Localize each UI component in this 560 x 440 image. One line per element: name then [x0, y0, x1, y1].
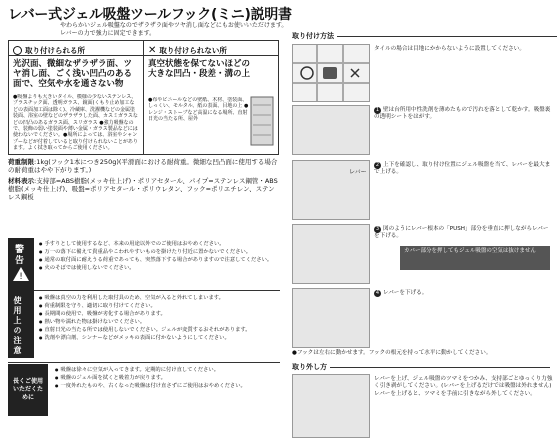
remove-heading: 取り外し方 [292, 362, 550, 372]
tile-illustration [292, 44, 370, 102]
list-item: ● 火のそばでは使用しないでください。 [46, 264, 276, 272]
list-item: ● 洗剤や漂白剤、シンナーなどがメッキの表面に付かないようにしてください。 [46, 334, 276, 342]
step-2-illustration [292, 160, 370, 220]
ng-notes: ●布やビニールなどの壁紙、木材、塗装面、しっくい、モルタル、紙の表面、目地の上 ●レンジ・ストーブなど高温になる場所、直射日光の当たる所、屋外 [148, 97, 249, 123]
step-2-text: 2 上下を確認し、取り付け位置にジェル吸盤を当て、レバーを最大まで上げる。 [374, 162, 551, 176]
lever-label: レバー [349, 169, 367, 176]
attach-box [8, 40, 279, 155]
cross-icon: ✕ [148, 44, 157, 56]
warning-triangle-icon [12, 266, 30, 282]
list-item: ● 手すりとして使用するなど、本来の用途以外でのご使用はおやめください。 [46, 240, 276, 248]
step-1-illustration [292, 105, 370, 155]
list-item: ● 吸盤は徐々に空気が入ってきます。定期的に付け直してください。 [62, 366, 276, 374]
circle-icon [13, 46, 22, 55]
long-use-list [54, 366, 276, 390]
step-3-illustration [292, 224, 370, 284]
install-note: タイルの場合は目地にかからないように設置してください。 [374, 46, 525, 52]
page-title: レバー式ジェル吸盤ツールフック(ミニ)説明書 [8, 7, 292, 23]
step-4-text: 4 レバーを下げる。 [375, 290, 428, 296]
list-item: ● 通常の取付面に耐えうる荷重であっても、突然落下する場合がありますので注意してください。 [46, 256, 276, 264]
warning-block [8, 238, 280, 438]
caution-label: 使用上の注意 [13, 296, 22, 356]
svg-text:!: ! [19, 272, 23, 282]
ok-heading: 取り付けられる所 [13, 45, 85, 56]
spec-load: 荷重制限:1kg(フック1本につき250g)(平滑面における耐荷重。微細な凹凸面に使用する場合の耐荷重はやや下がります。) [8, 158, 278, 174]
caution-list [38, 294, 276, 342]
page-subtitle: やわらかいジェル吸盤なのでザラザラ面やツヤ消し面などにもお使いいただけます。レバーの力で強力に固定できます。 [60, 22, 288, 37]
list-item: ● 吸盤は真空の力を利用した取付具のため、空気が入ると外れてしまいます。 [46, 294, 276, 302]
spec-material: 材料表示:支持部=ABS樹脂(メッキ仕上げ)・ポリアセタール、パイプ=ステンレス鋼管・ABS樹脂(メッキ仕上げ)、吸盤=ポリアセタール・ポリウレタン、フック=ポリエチレン、ステンレス鋼板 [8, 177, 278, 201]
warning-sidebar [8, 238, 34, 358]
list-item: ● 直射日光の当たる所では使用しないでください。ジェルが変質するおそれがあります。 [46, 326, 276, 334]
ng-heading: ✕ 取り付けられない所 [148, 44, 227, 56]
step-3-text: 3 図のようにレバー根本の「PUSH」部分を垂直に押しながらレバーを下げる。 [374, 226, 549, 240]
list-item: ● 熱い物や濡れた物は掛けないでください。 [46, 318, 276, 326]
step-4-illustration [292, 288, 370, 348]
hook-note: ●フックは左右に動かせます。フックの根元を持って水平に動かしてください。 [292, 350, 492, 356]
callout-box: カバー部分を押してもジェル吸盤の空気は抜けません [400, 246, 550, 270]
ok-notes: ●吸盤よりも大きいタイル、模様の少ないステンレス、プラスチック面、透明ガラス、鏡面(くもり止め加工などの表面加工面は除く)、冷蔵庫、洗濯機などの金属塗装面、浴室の壁などのザラザラした面、カスミガラスなどの凹凸のあるガラス面、スリガラス ●強力吸盤なので、装飾の弱い塗装面や薄い金属・ガラス製品などには使わないでください。●場所によっては、浴室やシャンプーなどが付着していると取り付けられないことがあります。よく拭き取ってからご使用ください。 [13, 94, 138, 152]
list-item: ● 一度外れたものや、古くなった吸盤は付け直さずにご使用はおやめください。 [62, 382, 276, 390]
list-item: ● 荷重制限を守り、適切に取り付けてください。 [46, 302, 276, 310]
long-use-label: 長くご使用いただくために [8, 364, 48, 416]
ok-big-text: 光沢面、微細なザラザラ面、ツヤ消し面、ごく浅い凹凸のある面で、空気や水を通さない物 [13, 59, 133, 89]
list-item: ● 吸盤のジェル面を拭くと吸着力が戻ります。 [62, 374, 276, 382]
step-1-text: 1 壁は台所用中性洗剤を薄めたもので汚れを落として乾かす。吸盤裏の透明シートをはがす。 [374, 107, 551, 121]
ng-big-text: 真空状態を保てないほどの大きな凹凸・段差・溝の上 [148, 59, 251, 79]
warning-label: 警告 [13, 244, 23, 266]
wall-illustration [249, 95, 275, 147]
install-heading: 取り付け方法 [292, 31, 557, 41]
remove-text: レバーを上げ、ジェル吸盤のツマミをつかみ、支持部ごとゆっくり力強く引き剥がしてください。(レバーを上げるだけでは吸盤は外れません)レバーを上げると、ツマミを手前に引きながら外してください。 [374, 376, 553, 397]
warning-list [38, 240, 276, 272]
list-item: ● 万一の落下に備えて貴重品やこわれやすいものを掛けたり付近に置かないでください。 [46, 248, 276, 256]
remove-illustration [292, 374, 370, 438]
list-item: ● 長期間の使用で、吸盤が劣化する場合があります。 [46, 310, 276, 318]
